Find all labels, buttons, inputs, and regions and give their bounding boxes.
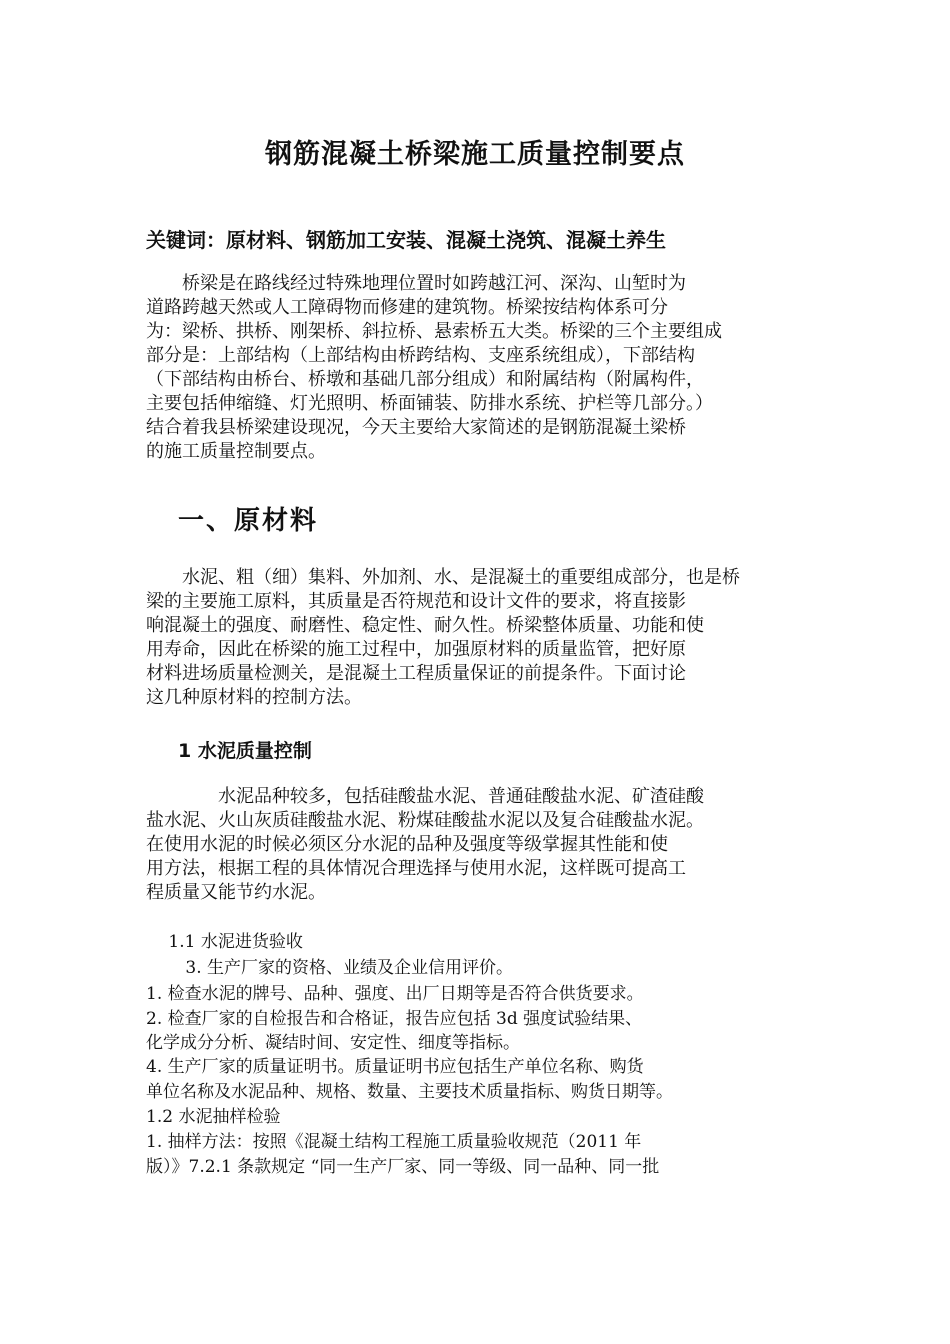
paragraph-line: 用方法，根据工程的具体情况合理选择与使用水泥，这样既可提高工 [146,858,686,879]
paragraph-line: 梁的主要施工原料，其质量是否符规范和设计文件的要求，将直接影 [146,591,686,612]
paragraph-line: 盐水泥、火山灰质硅酸盐水泥、粉煤硅酸盐水泥以及复合硅酸盐水泥。 [146,810,704,831]
paragraph-line: 材料进场质量检测关，是混凝土工程质量保证的前提条件。下面讨论 [146,663,686,684]
intro-line: 桥梁是在路线经过特殊地理位置时如跨越江河、深沟、山堑时为 [146,273,686,294]
paragraph-line: 程质量又能节约水泥。 [146,882,326,903]
item-line: 单位名称及水泥品种、规格、数量、主要技术质量指标、购货日期等。 [146,1082,673,1102]
keywords-line: 关键词：原材料、钢筋加工安装、混凝土浇筑、混凝土养生 [146,228,666,252]
intro-line: 部分是：上部结构（上部结构由桥跨结构、支座系统组成），下部结构 [146,345,695,366]
intro-line: 为：梁桥、拱桥、刚架桥、斜拉桥、悬索桥五大类。桥梁的三个主要组成 [146,321,722,342]
intro-line: 结合着我县桥梁建设现况，今天主要给大家简述的是钢筋混凝土梁桥 [146,417,686,438]
intro-line: 的施工质量控制要点。 [146,441,326,462]
intro-paragraph [146,272,808,464]
intro-line: 道路跨越天然或人工障碍物而修建的建筑物。桥梁按结构体系可分 [146,297,668,318]
cement-paragraph [146,785,808,905]
item-line: 2. 检查厂家的自检报告和合格证，报告应包括 3d 强度试验结果、 [146,1009,643,1029]
item-line: 1. 检查水泥的牌号、品种、强度、出厂日期等是否符合供货要求。 [146,984,644,1004]
document-title: 钢筋混凝土桥梁施工质量控制要点 [265,139,685,170]
paragraph-line: 水泥品种较多，包括硅酸盐水泥、普通硅酸盐水泥、矿渣硅酸 [146,786,704,807]
subsection-heading-cement: 1 水泥质量控制 [178,740,312,762]
paragraph-line: 在使用水泥的时候必须区分水泥的品种及强度等级掌握其性能和使 [146,834,668,855]
paragraph-line: 水泥、粗（细）集料、外加剂、水、是混凝土的重要组成部分，也是桥 [146,567,740,588]
paragraph-line: 响混凝土的强度、耐磨性、稳定性、耐久性。桥梁整体质量、功能和使 [146,615,704,636]
item-line: 1. 抽样方法：按照《混凝土结构工程施工质量验收规范（2011 年 [146,1132,642,1152]
item-line: 1.1 水泥进货验收 [146,932,303,952]
paragraph-line: 这几种原材料的控制方法。 [146,687,362,708]
paragraph-line: 用寿命，因此在桥梁的施工过程中，加强原材料的质量监管，把好原 [146,639,686,660]
item-line: 1.2 水泥抽样检验 [146,1107,281,1127]
item-line: 4. 生产厂家的质量证明书。质量证明书应包括生产单位名称、购货 [146,1057,644,1077]
item-line: 化学成分分析、凝结时间、安定性、细度等指标。 [146,1033,520,1053]
raw-materials-paragraph [146,566,808,710]
item-line: 3. 生产厂家的资格、业绩及企业信用评价。 [146,958,514,978]
intro-line: （下部结构由桥台、桥墩和基础几部分组成）和附属结构（附属构件， [146,369,704,390]
item-line: 版）》7.2.1 条款规定 “同一生产厂家、同一等级、同一品种、同一批 [146,1157,660,1177]
section-heading-raw-materials: 一、原材料 [178,506,319,536]
intro-line: 主要包括伸缩缝、灯光照明、桥面铺装、防排水系统、护栏等几部分。） [146,393,713,414]
